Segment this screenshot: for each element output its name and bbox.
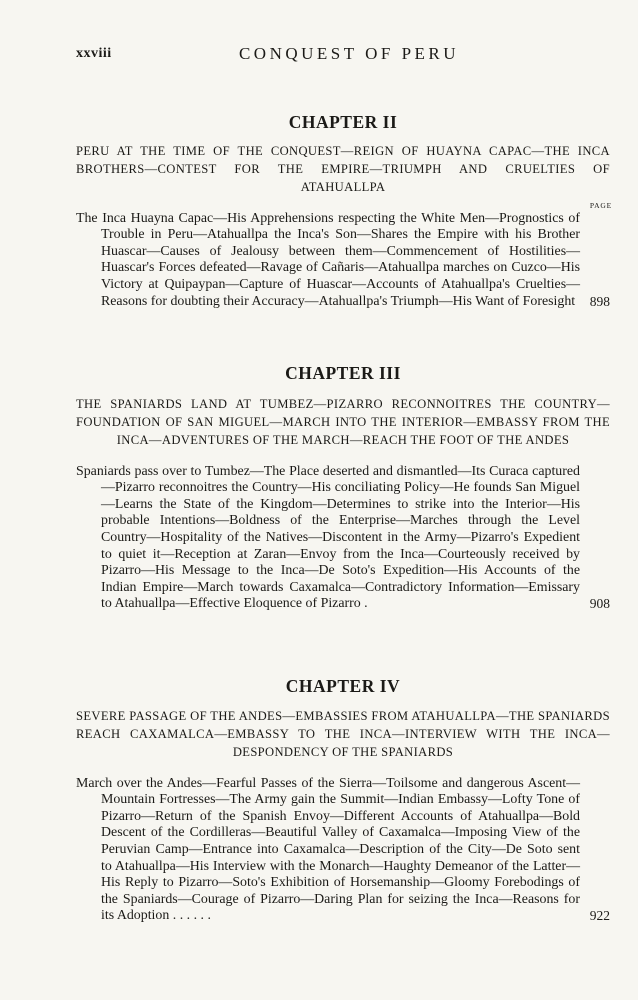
summary-text: March over the Andes—Fearful Passes of the Sierra—Toilsome and dangerous Ascent—Mountain Fortresses—The Army gain the Summit—Indian Embassy—Lofty Tone of Pizarro—Return of the Spanish Envoy—Different Accounts of Atahuallpa—Bold Descent of the Cordilleras—Beautiful Valley of Caxamalca—Imposing View of the Peruvian Camp—Entrance into Caxamalca—Description of the City—De Soto sent to Atahuallpa—His Interview with the Monarch—Haughty Demeanor of the Latter—His Reply to Pizarro—Soto's Exhibition of Horsemanship—Gloomy Forebodings of the Spaniards—Courage of Pizarro—Daring Plan for seizing the Inca—Reasons for its Adoption . . . . . . — [76, 775, 580, 924]
book-title: CONQUEST OF PERU — [238, 44, 460, 63]
chapter-title: PERU AT THE TIME OF THE CONQUEST—REIGN OF HUAYNA CAPAC—THE INCA BROTHERS—CONTEST FOR THE EMPIRE—TRIUMPH AND CRUELTIES OF ATAHUALLPA — [76, 144, 610, 195]
chapter-heading: CHAPTER II — [288, 112, 398, 132]
chapter-page-number: 898 — [589, 293, 610, 309]
chapter-title: THE SPANIARDS LAND AT TUMBEZ—PIZARRO RECONNOITRES THE COUNTRY—FOUNDATION OF SAN MIGUEL—MARCH INTO THE INTERIOR—EMBASSY FROM THE INCA—ADVENTURES OF THE MARCH—REACH THE FOOT OF THE ANDES — [76, 397, 610, 448]
chapter-heading: CHAPTER IV — [285, 676, 401, 696]
chapter-page-number: 908 — [589, 596, 610, 612]
chapter-summary — [76, 776, 610, 925]
summary-text: The Inca Huayna Capac—His Apprehensions respecting the White Men—Prognostics of Trouble in Peru—Atahuallpa the Inca's Son—Shares the Empire with his Brother Huascar—Causes of Jealousy between them—Commencement of Hostilities—Huascar's Forces defeated—Ravage of Cañaris—Atahuallpa marches on Cuzco—His Victory at Quipaypan—Capture of Huascar—Accounts of Atahuallpa's Cruelties—Reasons for doubting their Accuracy—Atahuallpa's Triumph—His Want of Foresight — [76, 210, 580, 309]
chapter-page-number: 922 — [589, 908, 610, 924]
chapter-iv-entry — [76, 676, 610, 925]
chapter-title: SEVERE PASSAGE OF THE ANDES—EMBASSIES FROM ATAHUALLPA—THE SPANIARDS REACH CAXAMALCA—EMBASSY TO THE INCA—INTERVIEW WITH THE INCA—DESPONDENCY OF THE SPANIARDS — [76, 709, 610, 760]
chapter-ii-entry — [76, 112, 610, 310]
page-number: xxviii — [76, 46, 112, 61]
chapter-summary — [76, 211, 610, 311]
summary-text: Spaniards pass over to Tumbez—The Place deserted and dismantled—Its Curaca captured—Pizarro reconnoitres the Country—His conciliating Policy—He founds San Miguel—Learns the State of the Kingdom—Determines to strike into the Interior—His probable Intentions—Boldness of the Enterprise—Marches through the Level Country—Hospitality of the Natives—Discontent in the Army—Pizarro's Expedient to quiet it—Reception at Zaran—Envoy from the Inca—Courteously received by Pizarro—His Message to the Inca—De Soto's Expedition—His Accounts of the Indian Empire—March towards Caxamalca—Contradictory Information—Emissary to Atahuallpa—Effective Eloquence of Pizarro . — [76, 463, 580, 612]
page-column-label: PAGE — [589, 200, 612, 210]
chapter-iii-entry — [76, 363, 610, 613]
running-header — [76, 44, 610, 66]
chapter-heading: CHAPTER III — [285, 363, 401, 383]
chapter-summary — [76, 464, 610, 613]
